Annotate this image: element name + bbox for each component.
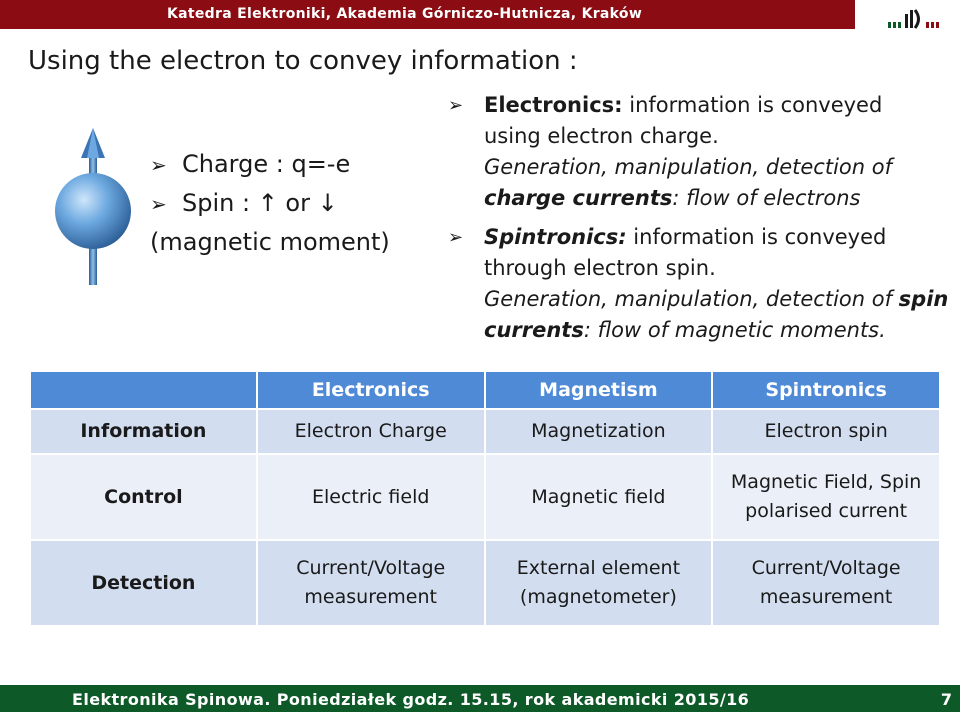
footer-text: Elektronika Spinowa. Poniedziałek godz. 15.15, rok akademicki 2015/16	[72, 690, 750, 709]
arrow-bullet-icon: ➢	[448, 95, 464, 116]
electron-properties	[150, 145, 390, 261]
table-cell: Magnetic Field, Spin polarised current	[713, 455, 939, 539]
table-row	[31, 455, 939, 539]
table-cell: Current/Voltage measurement	[258, 541, 484, 625]
table-cell: Electron spin	[713, 410, 939, 453]
table-cell: Electron Charge	[258, 410, 484, 453]
table-row	[31, 541, 939, 625]
table-row	[31, 410, 939, 453]
institution-name: Katedra Elektroniki, Akademia Górniczo-Hutnicza, Kraków	[167, 6, 643, 22]
footer-bar	[0, 685, 960, 712]
bullet-list	[448, 90, 958, 354]
header-spintronics: Spintronics	[713, 372, 939, 408]
header-bar	[0, 0, 855, 29]
table-cell: Magnetization	[486, 410, 712, 453]
table-cell: Magnetic field	[486, 455, 712, 539]
table-corner	[31, 372, 256, 408]
comparison-table	[29, 370, 941, 627]
table-cell: External element (magnetometer)	[486, 541, 712, 625]
header-magnetism: Magnetism	[486, 372, 712, 408]
page-number: 7	[940, 690, 952, 709]
bullet-spintronics: ➢ Spintronics: information is conveyed through electron spin. Generation, manipulation, detection of spin currents: flow of magnetic moments.	[448, 222, 958, 346]
header-electronics: Electronics	[258, 372, 484, 408]
moment-property: (magnetic moment)	[150, 228, 390, 256]
electron-spin-icon	[50, 128, 140, 288]
row-label-control: Control	[31, 455, 256, 539]
spin-property: ➢ Spin : ↑ or ↓	[150, 184, 390, 223]
table-cell: Electric field	[258, 455, 484, 539]
agh-logo-icon	[888, 8, 946, 30]
arrow-bullet-icon: ➢	[150, 153, 167, 177]
table-header-row	[31, 372, 939, 408]
slide-title: Using the electron to convey information :	[28, 46, 578, 76]
charge-property: ➢ Charge : q=-e	[150, 145, 390, 184]
table-cell: Current/Voltage measurement	[713, 541, 939, 625]
row-label-detection: Detection	[31, 541, 256, 625]
arrow-bullet-icon: ➢	[150, 192, 167, 216]
bullet-electronics: ➢ Electronics: information is conveyed using electron charge. Generation, manipulation, detection of charge currents: flow of electrons	[448, 90, 958, 214]
row-label-information: Information	[31, 410, 256, 453]
arrow-bullet-icon: ➢	[448, 227, 464, 248]
